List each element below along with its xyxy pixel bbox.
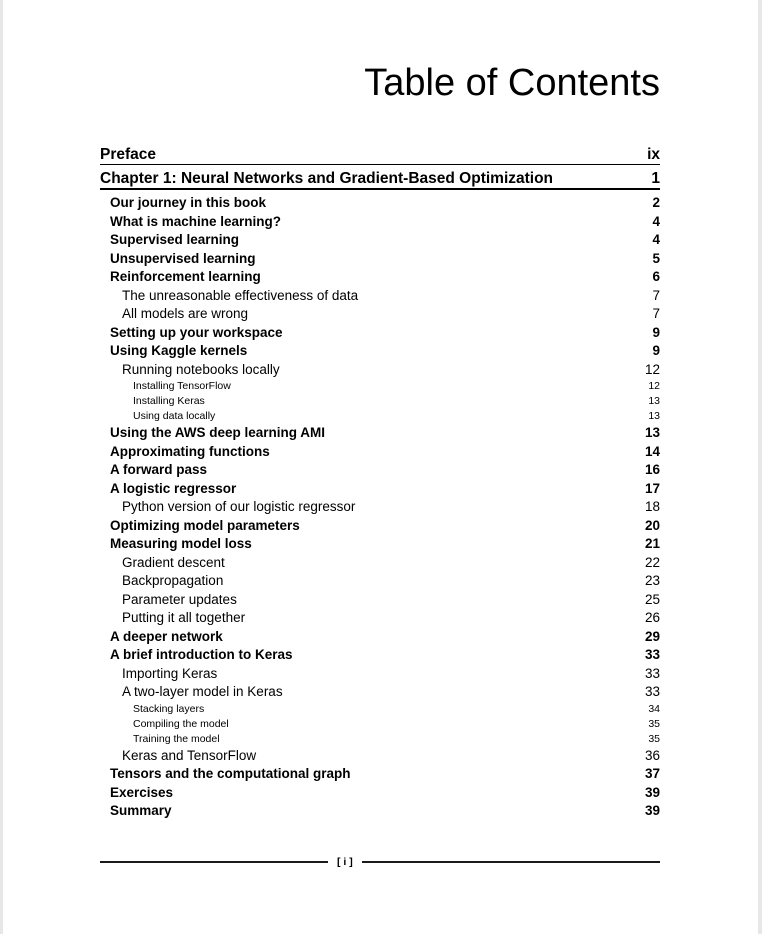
toc-entry-page: 4 [652, 232, 660, 247]
toc-entry-page: 29 [644, 628, 660, 644]
toc-entry-label: Tensors and the computational graph [110, 766, 351, 781]
toc-entry-label: Python version of our logistic regressor [122, 499, 356, 514]
toc-entry [100, 379, 660, 394]
page-footer [100, 856, 660, 868]
toc-entry [100, 802, 660, 821]
toc-entry-label: Parameter updates [122, 591, 237, 607]
toc-entry-page: 13 [644, 425, 660, 440]
toc-entry [100, 628, 660, 647]
toc-entry [100, 250, 660, 269]
toc-section-label: Chapter 1: Neural Networks and Gradient-Based Optimization [100, 170, 554, 187]
toc-entry-label: Installing TensorFlow [133, 380, 231, 392]
footer-rule-right [362, 861, 660, 863]
toc-entry [100, 784, 660, 803]
page-title: Table of Contents [364, 62, 660, 104]
toc-entry [100, 572, 660, 591]
toc-entry-label: Stacking layers [133, 702, 205, 715]
toc-entry [100, 554, 660, 573]
toc-entry-page: 39 [644, 784, 660, 800]
toc-entry-page: 33 [644, 665, 660, 681]
toc-section-preface [100, 146, 660, 165]
document-page [3, 0, 758, 934]
toc-entry-label: Running notebooks locally [122, 361, 280, 377]
toc-entry-page: 23 [644, 573, 660, 588]
toc-entry [100, 646, 660, 665]
toc-entry [100, 424, 660, 443]
toc-entry-label: Using the AWS deep learning AMI [110, 425, 326, 440]
toc-entry-page: 26 [644, 610, 660, 625]
toc-entry-label: A brief introduction to Keras [110, 647, 293, 662]
toc-entry [100, 394, 660, 409]
toc-entry-page: 9 [652, 343, 660, 358]
toc-entry [100, 665, 660, 684]
toc-entry [100, 361, 660, 380]
toc-entry [100, 194, 660, 213]
toc-entry-label: A deeper network [110, 628, 223, 644]
toc-entry-page: 34 [648, 702, 660, 715]
toc-entry-page: 7 [652, 287, 660, 303]
toc-entry-label: Gradient descent [122, 554, 225, 570]
toc-entry-page: 13 [648, 395, 660, 407]
toc-entry-page: 17 [644, 480, 660, 496]
toc-entry-page: 2 [652, 195, 660, 210]
toc-entry-label: What is machine learning? [110, 213, 282, 229]
toc-entry-page: 9 [652, 324, 660, 340]
toc-entry-label: A logistic regressor [110, 480, 237, 496]
toc-entry-page: 12 [644, 361, 660, 377]
toc-entry-page: 13 [648, 410, 660, 422]
toc-entry [100, 591, 660, 610]
toc-entry-page: 7 [652, 306, 660, 321]
toc-entry-label: Summary [110, 803, 172, 818]
toc-entry [100, 517, 660, 536]
toc-entry [100, 324, 660, 343]
toc-entry-label: Measuring model loss [110, 536, 252, 551]
toc-entry-page: 35 [648, 717, 660, 730]
toc-entry [100, 305, 660, 324]
toc-entry [100, 480, 660, 499]
toc-entry [100, 683, 660, 702]
toc-content [100, 0, 660, 868]
toc-entry [100, 287, 660, 306]
toc-entry-label: Reinforcement learning [110, 269, 261, 284]
toc-entry-label: A two-layer model in Keras [122, 684, 283, 699]
toc-entry-page: 21 [644, 536, 660, 551]
footer-rule-left [100, 861, 328, 863]
toc-section-chapter-1 [100, 170, 660, 190]
toc-entry [100, 732, 660, 747]
toc-entry-label: Approximating functions [110, 443, 270, 459]
toc-entry-label: Optimizing model parameters [110, 517, 300, 533]
toc-entry [100, 717, 660, 732]
toc-entry-page: 16 [644, 462, 660, 477]
toc-entry-label: Importing Keras [122, 665, 218, 681]
toc-entry-label: Training the model [133, 732, 220, 745]
toc-entry [100, 702, 660, 717]
toc-entry-label: The unreasonable effectiveness of data [122, 287, 359, 303]
toc-entry-page: 37 [644, 766, 660, 781]
toc-entry-page: 5 [652, 250, 660, 266]
toc-section-page: ix [647, 146, 660, 163]
toc-section-page: 1 [651, 170, 660, 187]
toc-entry [100, 461, 660, 480]
toc-entry-label: Putting it all together [122, 610, 246, 625]
toc-entry-page: 4 [652, 213, 660, 229]
toc-entry-label: Using Kaggle kernels [110, 343, 248, 358]
toc-entry [100, 268, 660, 287]
toc-entry [100, 747, 660, 766]
toc-entry-label: Exercises [110, 784, 174, 800]
toc-entry-page: 39 [644, 803, 660, 818]
toc-entry-label: Setting up your workspace [110, 324, 283, 340]
toc-entry [100, 231, 660, 250]
toc-entries [100, 194, 660, 821]
toc-entry-label: Using data locally [133, 410, 216, 422]
toc-entry-label: A forward pass [110, 462, 208, 477]
toc-entry-page: 35 [648, 732, 660, 745]
toc-entry [100, 765, 660, 784]
toc-entry [100, 443, 660, 462]
toc-entry-label: Backpropagation [122, 573, 224, 588]
toc-entry [100, 213, 660, 232]
toc-entry-label: Installing Keras [133, 395, 205, 407]
toc-entry-page: 33 [644, 684, 660, 699]
toc-section-label: Preface [100, 146, 157, 163]
toc-entry-page: 36 [644, 747, 660, 763]
toc-entry-page: 18 [644, 499, 660, 514]
toc-entry-label: Our journey in this book [110, 195, 267, 210]
toc-entry-label: All models are wrong [122, 306, 249, 321]
toc-entry-page: 33 [644, 647, 660, 662]
toc-entry [100, 342, 660, 361]
toc-entry [100, 409, 660, 424]
toc-entry-page: 25 [644, 591, 660, 607]
toc-entry [100, 609, 660, 628]
toc-entry-page: 6 [652, 269, 660, 284]
toc-entry-page: 22 [644, 554, 660, 570]
page-number: [ i ] [337, 855, 353, 868]
toc-entry [100, 535, 660, 554]
toc-entry-label: Compiling the model [133, 717, 229, 730]
toc-entry-label: Unsupervised learning [110, 250, 256, 266]
toc-entry-label: Keras and TensorFlow [122, 747, 257, 763]
toc-entry-page: 12 [648, 380, 660, 392]
toc-entry-page: 14 [644, 443, 660, 459]
toc-entry-page: 20 [644, 517, 660, 533]
toc-entry [100, 498, 660, 517]
toc-entry-label: Supervised learning [110, 232, 240, 247]
